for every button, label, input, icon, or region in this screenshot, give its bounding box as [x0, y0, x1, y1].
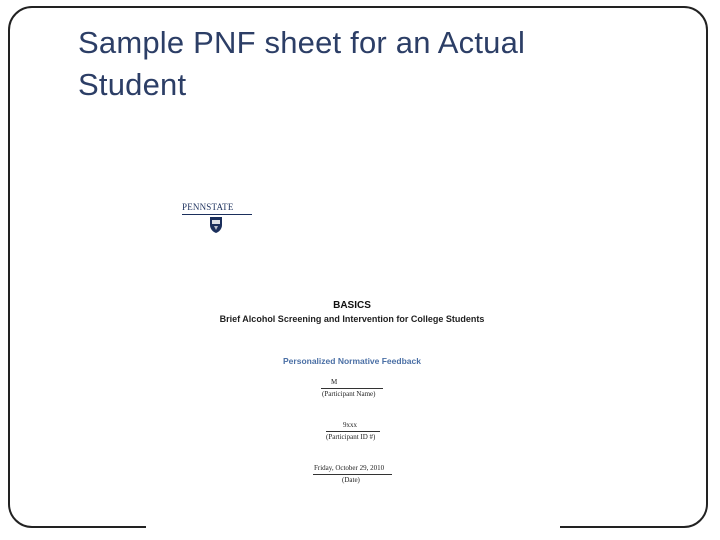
document-subtitle: Brief Alcohol Screening and Intervention for College Students	[219, 314, 485, 324]
participant-id-line	[326, 431, 380, 432]
date-line	[313, 474, 392, 475]
frame-gap	[146, 524, 560, 532]
shield-icon	[207, 216, 225, 234]
logo-divider	[182, 214, 252, 215]
participant-id-caption: (Participant ID #)	[326, 433, 376, 441]
section-title: Personalized Normative Feedback	[283, 356, 421, 366]
participant-id-value: 9xxx	[343, 421, 357, 429]
pennstate-logo	[182, 200, 256, 236]
document-heading: BASICS	[333, 300, 371, 311]
date-caption: (Date)	[342, 476, 360, 484]
logo-text: PENNSTATE	[182, 202, 234, 212]
participant-name-caption: (Participant Name)	[322, 390, 376, 398]
participant-name-value: M	[331, 378, 338, 386]
slide-title: Sample PNF sheet for an Actual Student	[78, 25, 526, 102]
date-value: Friday, October 29, 2010	[314, 464, 385, 472]
participant-name-line	[321, 388, 383, 389]
